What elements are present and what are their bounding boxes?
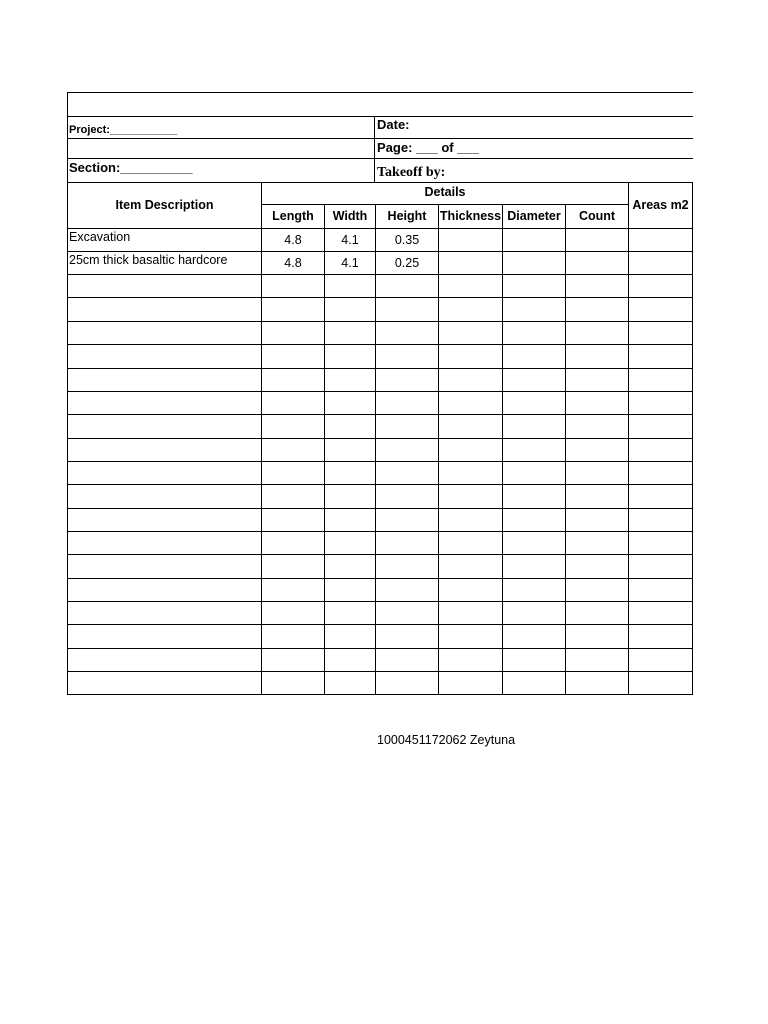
areas-header: Areas m2	[632, 198, 689, 212]
thickness-col-divider	[502, 204, 503, 695]
table-bottom	[67, 694, 693, 695]
row-line	[67, 484, 693, 485]
row-line	[67, 461, 693, 462]
column-header-width: Width	[332, 209, 368, 223]
right-border	[692, 182, 693, 695]
row-line	[67, 274, 693, 275]
section-row-top	[67, 158, 693, 159]
column-header-length: Length	[272, 209, 314, 223]
row-description: Excavation	[69, 230, 131, 244]
row-line	[67, 601, 693, 602]
row-width: 4.1	[341, 233, 359, 247]
item-description-header: Item Description	[115, 198, 214, 212]
row-line	[67, 391, 693, 392]
row-height: 0.25	[394, 256, 420, 270]
header-split	[374, 116, 375, 182]
row-line	[67, 251, 693, 252]
column-header-height: Height	[387, 209, 427, 223]
table-top	[67, 182, 693, 183]
row-line	[67, 554, 693, 555]
details-header: Details	[424, 185, 466, 199]
page-label: Page: ___ of ___	[377, 140, 479, 155]
row-length: 4.8	[284, 233, 302, 247]
height-col-divider	[438, 204, 439, 695]
row-line	[67, 414, 693, 415]
row-line	[67, 624, 693, 625]
header-bottom	[67, 228, 693, 229]
column-header-count: Count	[578, 209, 616, 223]
project-label: Project:___________	[69, 124, 178, 136]
top-border	[67, 92, 693, 93]
row-line	[67, 508, 693, 509]
row-height: 0.35	[394, 233, 420, 247]
row-line	[67, 344, 693, 345]
row-line	[67, 531, 693, 532]
row-line	[67, 578, 693, 579]
row-line	[67, 671, 693, 672]
takeoff-label: Takeoff by:	[377, 165, 446, 180]
section-label: Section:__________	[69, 160, 193, 175]
column-header-thickness: Thickness	[439, 209, 502, 223]
row-line	[67, 648, 693, 649]
count-col-divider	[628, 182, 629, 695]
column-header-diameter: Diameter	[507, 209, 561, 223]
row-line	[67, 297, 693, 298]
row-length: 4.8	[284, 256, 302, 270]
page-row-top	[67, 138, 693, 139]
left-border	[67, 92, 68, 695]
row-description: 25cm thick basaltic hardcore	[69, 253, 228, 267]
row-line	[67, 438, 693, 439]
length-col-divider	[324, 204, 325, 695]
date-label: Date:	[377, 117, 410, 132]
row-line	[67, 368, 693, 369]
diameter-col-divider	[565, 204, 566, 695]
row-width: 4.1	[341, 256, 359, 270]
footer-signature-text: 1000451172062 Zeytuna	[377, 733, 516, 747]
width-col-divider	[375, 204, 376, 695]
details-divider	[261, 204, 629, 205]
row-line	[67, 321, 693, 322]
